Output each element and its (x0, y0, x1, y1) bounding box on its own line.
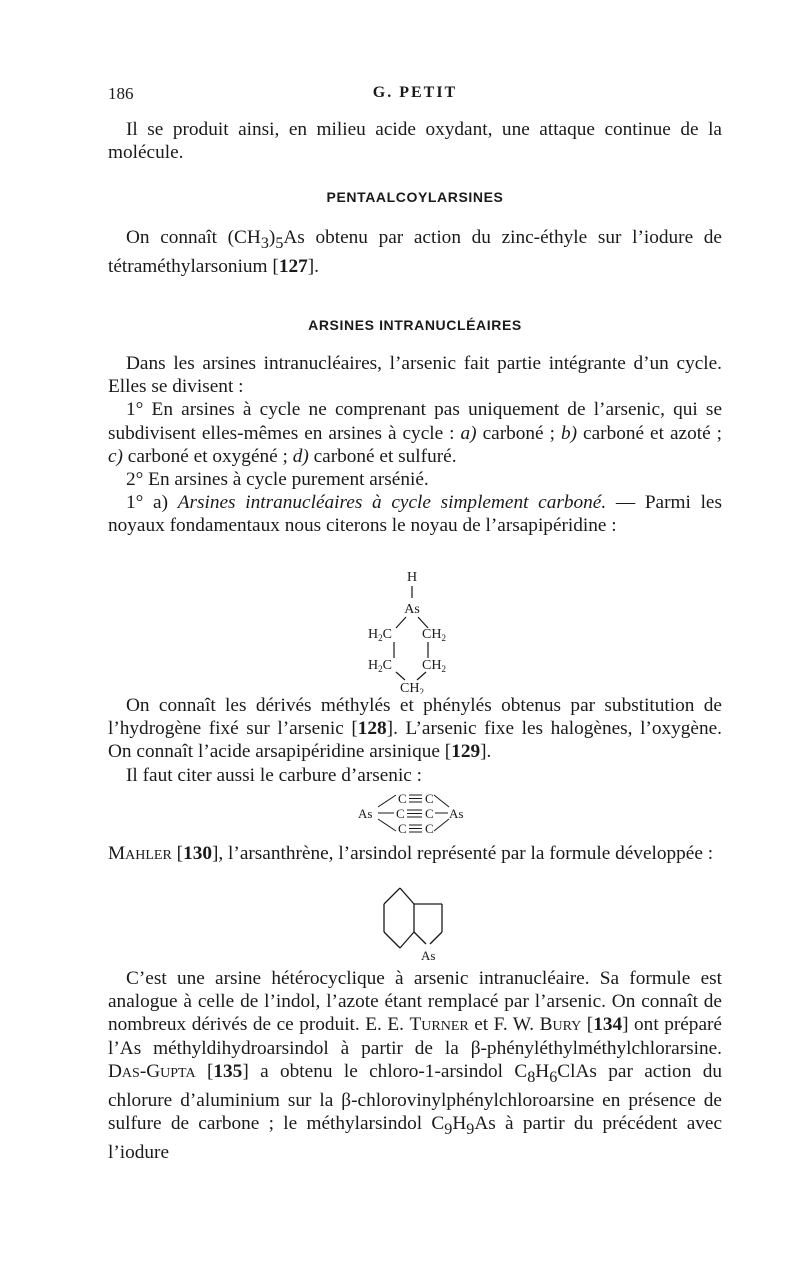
text-run: ]. (307, 256, 319, 278)
text-run: [ (581, 1014, 594, 1036)
paragraph-continuation (108, 118, 722, 164)
paragraph-text: 2° En arsines à cycle purement arsénié. (126, 469, 429, 491)
group-ch2-base: $CH_2$ (400, 681, 424, 694)
text-run: 1° En arsines à cycle ne comprenant pas uniquement de l’arsenic, qui se subdivisent elles-mêmes en arsines à cycle : (108, 399, 722, 444)
italic-label: b) (560, 422, 578, 444)
text-run: On connaît les dérivés méthylés et phénylés obtenus par substitution de l’hydrogène fixé sur l’arsenic [ (108, 695, 722, 740)
paragraph-text (108, 842, 722, 865)
italic-title: Arsines intranucléaires à cycle simplement carboné. (177, 492, 607, 514)
atom-hydrogen: H (406, 570, 418, 585)
text-run: 1° a) (126, 492, 178, 514)
paragraph-group-intranuclear (108, 352, 722, 538)
author-name: Turner (409, 1014, 469, 1036)
reference-number: 127 (278, 256, 308, 278)
atom-arsenic: As (404, 602, 420, 617)
atom-carbon: C (398, 791, 407, 806)
text-run: carboné ; (476, 422, 561, 444)
paragraph-text (108, 967, 722, 1164)
text-run: [ (195, 1060, 214, 1082)
paragraph-pentaalcoylarsines (108, 226, 722, 278)
atom-carbon: C (398, 821, 407, 836)
running-head (108, 84, 722, 108)
paragraph-group-derivatives (108, 694, 722, 787)
ring-bonds (384, 888, 442, 948)
italic-label: c) (108, 445, 123, 467)
paragraph-text: Il se produit ainsi, en milieu acide oxydant, une attaque continue de la molécule. (108, 119, 722, 164)
atom-arsenic-right: As (449, 806, 464, 821)
reference-number: 135 (213, 1060, 243, 1082)
formula-drawing (378, 884, 458, 962)
text-run: H (452, 1113, 467, 1135)
italic-label: a) (460, 422, 477, 444)
paragraph-mahler (108, 842, 722, 865)
subscript: 3 (260, 234, 269, 252)
subscript: 5 (275, 234, 284, 252)
reference-number: 130 (183, 843, 212, 864)
paragraph-text (108, 491, 722, 537)
text-run: C’est une arsine hétérocyclique à arsenic intranucléaire. Sa formule est analogue à celle de l’indol, l’azote étant remplacé par l’arsenic. On connaît de nombreux dérivés de ce produit. E. E. (108, 968, 722, 1036)
page-number: 186 (108, 84, 134, 103)
group-ch2-bottom: $CH_2$ (422, 658, 446, 674)
reference-number: 134 (593, 1014, 623, 1036)
text-run: carboné et oxygéné ; (122, 445, 293, 467)
text-run: H (535, 1060, 550, 1082)
bond-line (396, 617, 406, 628)
reference-number: 129 (451, 741, 481, 763)
text-run: [ (171, 843, 184, 864)
paragraph-text: Dans les arsines intranucléaires, l’arsenic fait partie intégrante d’un cycle. Elles se divisent : (108, 353, 722, 398)
atom-carbon: C (425, 791, 434, 806)
text-run: ]. L’arsenic fixe les halogènes, l’oxygène. On connaît l’acide arsapipéridine arsinique [ (108, 718, 722, 763)
atom-carbon: C (425, 821, 434, 836)
running-head-author: G. PETIT (372, 84, 458, 101)
arsenic-carbide-formula (350, 789, 480, 837)
bond-line (396, 672, 405, 680)
subscript: 6 (549, 1068, 558, 1086)
reference-number: 128 (357, 718, 387, 740)
text-run: ], l’arsanthrène, l’arsindol représenté par la formule développée : (211, 843, 714, 864)
atom-arsenic-left: As (358, 806, 373, 821)
paragraph-text: Il faut citer aussi le carbure d’arsenic : (126, 764, 423, 786)
author-name: Mahler (108, 843, 172, 864)
text-run: et F. W. (468, 1014, 540, 1036)
bond-lines (378, 795, 449, 832)
text-run: ) (268, 227, 276, 248)
formula-drawing (360, 568, 450, 694)
paragraph-text (108, 226, 722, 278)
text-run: ]. (480, 741, 492, 763)
atom-arsenic: As (421, 948, 436, 962)
subscript: 8 (527, 1068, 536, 1086)
bond-line (417, 672, 426, 680)
group-ch2-top: $CH_2$ (422, 627, 446, 643)
text-run: carboné et sulfuré. (308, 445, 457, 467)
italic-label: d) (292, 445, 309, 467)
paragraph-text (108, 694, 722, 764)
group-h2c-bottom: $H_2C$ (368, 658, 392, 674)
text-run: carboné et azoté ; (577, 422, 722, 444)
text-run: ClAs par action du chlorure d’aluminium sur la β-chlorovinylphénylchloroarsine en présence de sulfure de carbone ; le méthylarsindol C (108, 1060, 722, 1135)
section-heading-pentaalcoylarsines: PENTAALCOYLARSINES (326, 189, 504, 205)
text-run: On connaît (CH (126, 227, 261, 248)
text-run: ] ont préparé l’As méthyldihydroarsindol à partir de la β-phényléthylméthylchlorarsine. (108, 1014, 722, 1059)
section-heading-arsines-intranucleaires: ARSINES INTRANUCLÉAIRES (308, 317, 522, 333)
text-run: As obtenu par action du zinc-éthyle sur l’iodure de tétraméthylarsonium [ (108, 227, 722, 278)
atom-carbon: C (396, 806, 405, 821)
paragraph-text (108, 398, 722, 468)
group-h2c-top: $H_2C$ (368, 627, 392, 643)
subscript: 9 (466, 1120, 475, 1138)
text-run: ] a obtenu le chloro-1-arsindol C (242, 1060, 528, 1082)
arsapiperidine-formula (360, 568, 450, 694)
subscript: 9 (444, 1120, 453, 1138)
formula-drawing (350, 789, 480, 837)
text-run: — Parmi les noyaux fondamentaux nous citerons le noyau de l’arsapipéridine : (108, 492, 722, 537)
author-name: Das-Gupta (108, 1060, 196, 1082)
author-name: Bury (539, 1014, 582, 1036)
atom-carbon: C (425, 806, 434, 821)
arsindol-formula (378, 884, 458, 962)
text-run: As à partir du précédent avec l’iodure (108, 1113, 723, 1164)
paragraph-arsindol (108, 967, 722, 1164)
